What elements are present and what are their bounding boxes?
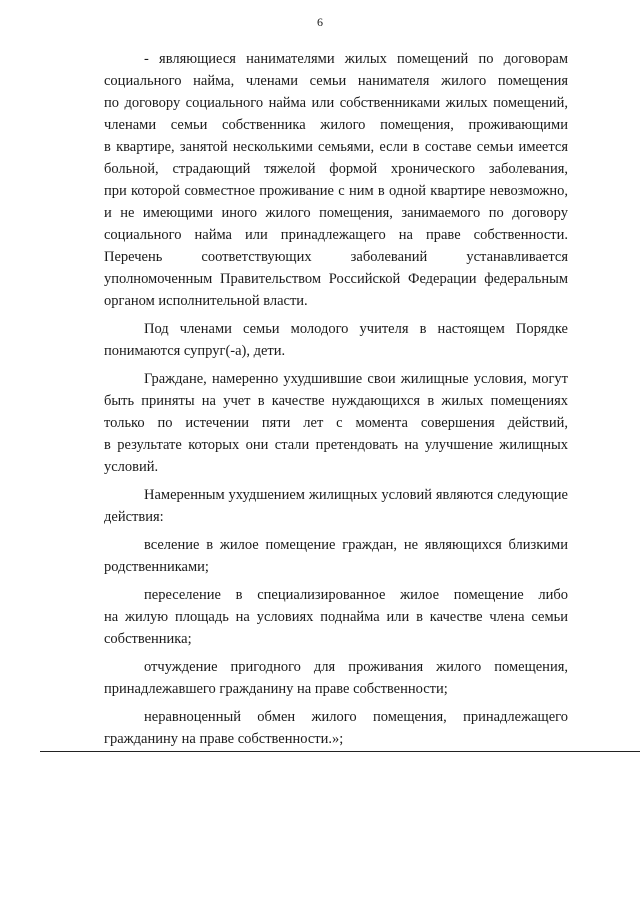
- text-line: больной, страдающий тяжелой формой хронического заболевания,: [104, 161, 568, 177]
- text-line: родственниками;: [104, 559, 209, 575]
- text-line: принадлежавшего гражданину на праве собственности;: [104, 681, 448, 697]
- text-line: Намеренным ухудшением жилищных условий являются следующие: [144, 487, 568, 503]
- text-line: гражданину на праве собственности.»;: [104, 731, 344, 747]
- text-line: органом исполнительной власти.: [104, 293, 308, 309]
- text-line: социального найма, членами семьи нанимателя жилого помещения: [104, 73, 568, 89]
- text-line: - являющиеся нанимателями жилых помещений по договорам: [144, 51, 568, 67]
- page-number: 6: [317, 15, 323, 29]
- paragraph-action-alienation: [104, 656, 568, 700]
- paragraph-action-moving-in: [104, 534, 568, 578]
- text-line: Перечень соответствующих заболеваний устанавливается: [104, 249, 568, 265]
- text-line: условий.: [104, 459, 159, 475]
- paragraph-action-relocation: [104, 584, 568, 650]
- text-line: и не имеющими иного жилого помещения, занимаемого по договору: [104, 205, 568, 221]
- text-line: на жилую площадь на условиях поднайма или в качестве члена семьи: [104, 609, 568, 625]
- text-line: по договору социального найма или собственниками жилых помещений,: [104, 95, 568, 111]
- section-separator-line: [40, 751, 640, 752]
- text-line: при которой совместное проживание с ним в одной квартире невозможно,: [104, 183, 568, 199]
- text-line: только по истечении пяти лет с момента совершения действий,: [104, 415, 568, 431]
- document-body: [104, 48, 568, 750]
- paragraph-family-members: [104, 318, 568, 362]
- text-line: в квартире, занятой несколькими семьями, если в составе семьи имеется: [104, 139, 568, 155]
- paragraph-action-exchange: [104, 706, 568, 750]
- paragraph-eligibility: [104, 48, 568, 312]
- text-line: социального найма или принадлежащего на праве собственности.: [104, 227, 568, 243]
- text-line: вселение в жилое помещение граждан, не являющихся близкими: [144, 537, 568, 553]
- text-line: уполномоченным Правительством Российской Федерации федеральным: [104, 271, 568, 287]
- text-line: неравноценный обмен жилого помещения, принадлежащего: [144, 709, 568, 725]
- text-line: Граждане, намеренно ухудшившие свои жилищные условия, могут: [144, 371, 568, 387]
- text-line: понимаются супруг(-а), дети.: [104, 343, 286, 359]
- text-line: собственника;: [104, 631, 192, 647]
- text-line: отчуждение пригодного для проживания жилого помещения,: [144, 659, 568, 675]
- text-line: действия:: [104, 509, 164, 525]
- text-line: членами семьи собственника жилого помещения, проживающими: [104, 117, 568, 133]
- paragraph-actions-intro: [104, 484, 568, 528]
- text-line: Под членами семьи молодого учителя в настоящем Порядке: [144, 321, 568, 337]
- paragraph-worsened-conditions: [104, 368, 568, 478]
- text-line: переселение в специализированное жилое помещение либо: [144, 587, 568, 603]
- text-line: быть приняты на учет в качестве нуждающихся в жилых помещениях: [104, 393, 568, 409]
- text-line: в результате которых они стали претендовать на улучшение жилищных: [104, 437, 568, 453]
